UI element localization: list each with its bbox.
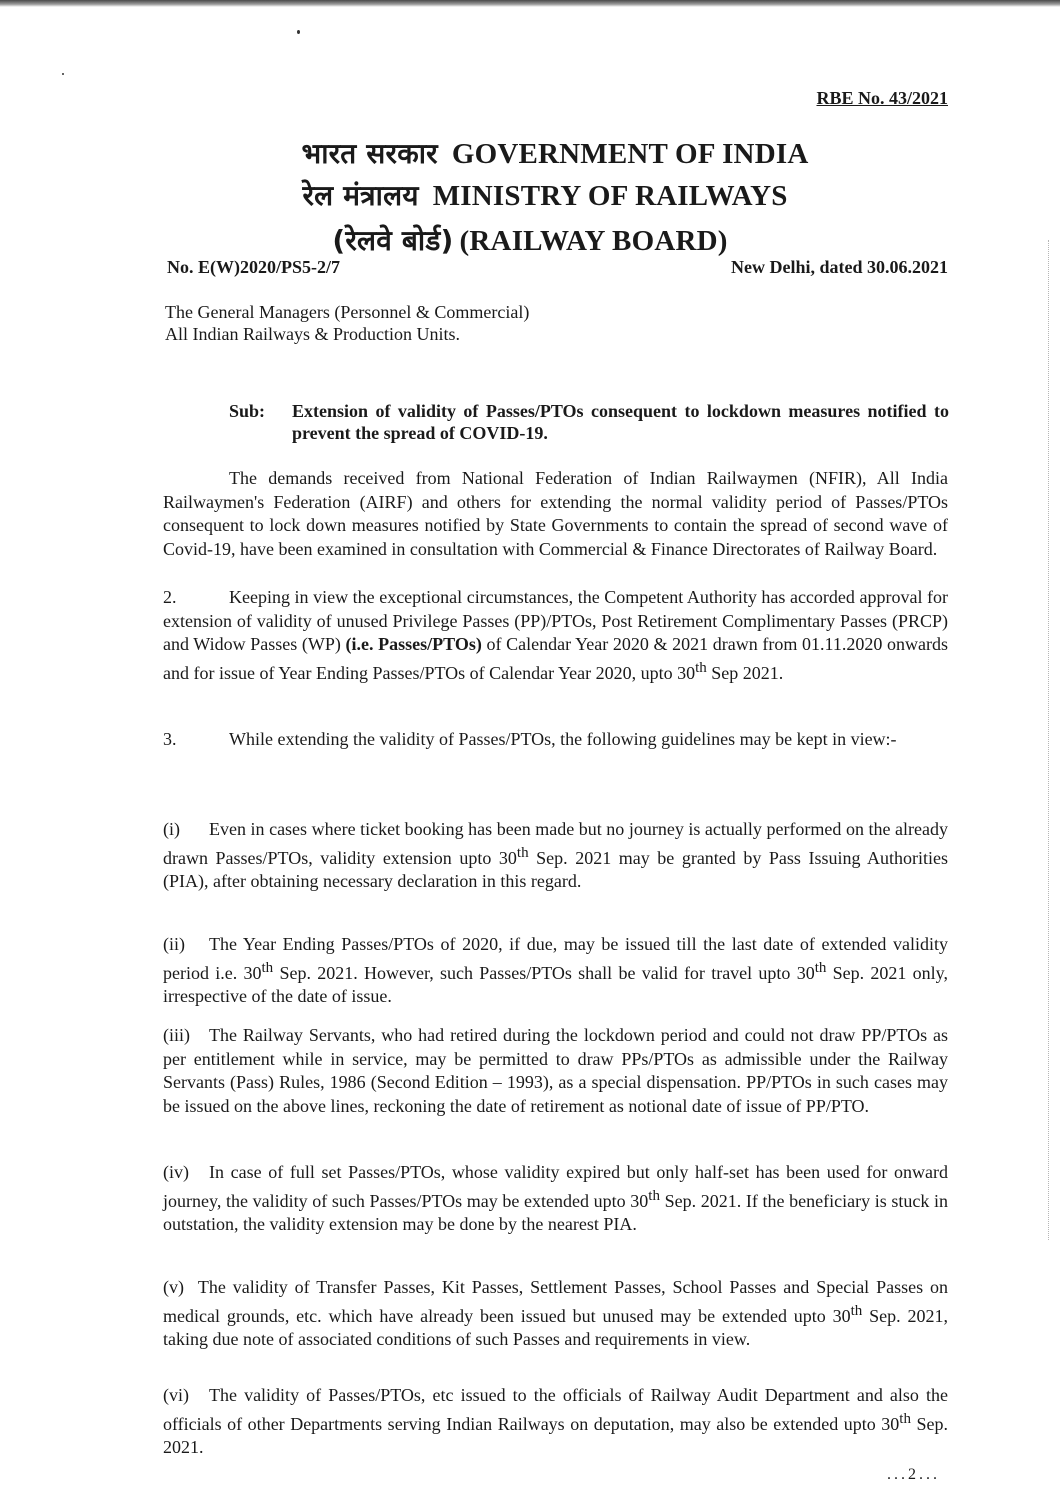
scan-speck — [297, 30, 300, 34]
scan-top-edge — [0, 0, 1060, 7]
paragraph-1 — [163, 467, 948, 561]
guideline-item-5: (v) The validity of Transfer Passes, Kit Passes, Settlement Passes, School Passes and Special Passes on medical grounds, etc. which have already been issued but unused may be extended upto 30th Sep. 2021, taking due note of associated conditions of such Passes and requirements in view. — [163, 1277, 949, 1349]
guideline-item-3: (iii) The Railway Servants, who had retired during the lockdown period and could not draw PP/PTOs as per entitlement while in service, may be permitted to draw PPs/PTOs as admissible under the Railway Servants (Pass) Rules, 1986 (Second Edition – 1993), as a special dispensation. PP/PTOs in such cases may be issued on the above lines, reckoning the date of retirement as notional date of issue of PP/PTO. — [163, 1025, 948, 1116]
subject-label: Sub: — [229, 401, 266, 421]
paragraph-3 — [163, 728, 948, 752]
reference-number: No. E(W)2020/PS5-2/7 — [167, 257, 340, 277]
guideline-item-2: (ii) The Year Ending Passes/PTOs of 2020, if due, may be issued till the last date of extended validity period i.e. 30th Sep. 2021. However, such Passes/PTOs shall be valid for travel upto 30th Sep. 2021 only, irrespective of the date of issue. — [163, 934, 948, 1006]
item-number: (i) — [163, 819, 180, 839]
item-number: (ii) — [163, 934, 185, 954]
heading-board-hindi: (रेलवे बोर्ड) — [332, 224, 454, 257]
heading-ministry — [0, 176, 1060, 214]
heading-board — [0, 221, 1060, 259]
addressee — [165, 301, 529, 345]
paragraph-1-text: The demands received from National Federation of Indian Railwaymen (NFIR), All India Railwaymen's Federation (AIRF) and others for extending the normal validity period of Passes/PTOs consequent to lock down measures notified by State Governments to contain the spread of second wave of Covid-19, have been examined in consultation with Commercial & Finance Directorates of Railway Board. — [163, 468, 948, 559]
addressee-line: The General Managers (Personnel & Commercial) — [165, 302, 530, 322]
scan-right-edge — [1048, 240, 1050, 1240]
heading-board-english: (RAILWAY BOARD) — [459, 225, 728, 257]
item-number: (vi) — [163, 1385, 189, 1405]
guideline-item-1: (i) Even in cases where ticket booking has been made but no journey is actually performed on the already drawn Passes/PTOs, validity extension upto 30th Sep. 2021 may be granted by Pass Issuing Authorities (PIA), after obtaining necessary declaration in this regard. — [163, 819, 949, 891]
bold-emphasis: (i.e. Passes/PTOs) — [345, 634, 482, 654]
heading-ministry-hindi: रेल मंत्रालय — [302, 179, 419, 212]
heading-government-english: GOVERNMENT OF INDIA — [451, 138, 809, 170]
guideline-item-4: (iv) In case of full set Passes/PTOs, whose validity expired but only half-set has been used for onward journey, the validity of such Passes/PTOs may be extended upto 30th Sep. 2021. If the beneficiary is stuck in outstation, the validity extension may be done by the nearest PIA. — [163, 1162, 948, 1234]
scan-speck — [62, 73, 64, 75]
paragraph-2: 2. Keeping in view the exceptional circumstances, the Competent Authority has accorded approval for extension of validity of unused Privilege Passes (PP)/PTOs, Post Retirement Complimentary Passes (PRCP) and Widow Passes (WP) (i.e. Passes/PTOs) of Calendar Year 2020 & 2021 drawn from 01.11.2020 onwards and for issue of Year Ending Passes/PTOs of Calendar Year 2020, upto 30th Sep 2021. — [163, 587, 949, 683]
guideline-item-6: (vi) The validity of Passes/PTOs, etc issued to the officials of Railway Audit Department and also the officials of other Departments serving Indian Railways on deputation, may also be extended upto 30th Sep. 2021. — [163, 1385, 948, 1457]
subject — [229, 400, 949, 444]
item-number: (v) — [163, 1277, 184, 1297]
addressee-line: All Indian Railways & Production Units. — [165, 324, 460, 344]
paragraph-number: 3. — [163, 729, 177, 749]
item-number: (iv) — [163, 1162, 189, 1182]
item-number: (iii) — [163, 1025, 190, 1045]
paragraph-3-text: While extending the validity of Passes/PTOs, the following guidelines may be kept in view:- — [229, 729, 897, 749]
page-continuation: ...2... — [887, 1466, 940, 1483]
subject-text: Extension of validity of Passes/PTOs consequent to lockdown measures notified to prevent the spread of COVID-19. — [292, 401, 949, 443]
heading-ministry-english: MINISTRY OF RAILWAYS — [432, 180, 788, 212]
place-date: New Delhi, dated 30.06.2021 — [731, 257, 948, 277]
heading-government-hindi: भारत सरकार — [301, 137, 438, 170]
rbe-number: RBE No. 43/2021 — [816, 88, 948, 108]
ordinal-suffix: th — [695, 659, 707, 676]
paragraph-number: 2. — [163, 587, 177, 607]
heading-government — [0, 134, 1060, 172]
